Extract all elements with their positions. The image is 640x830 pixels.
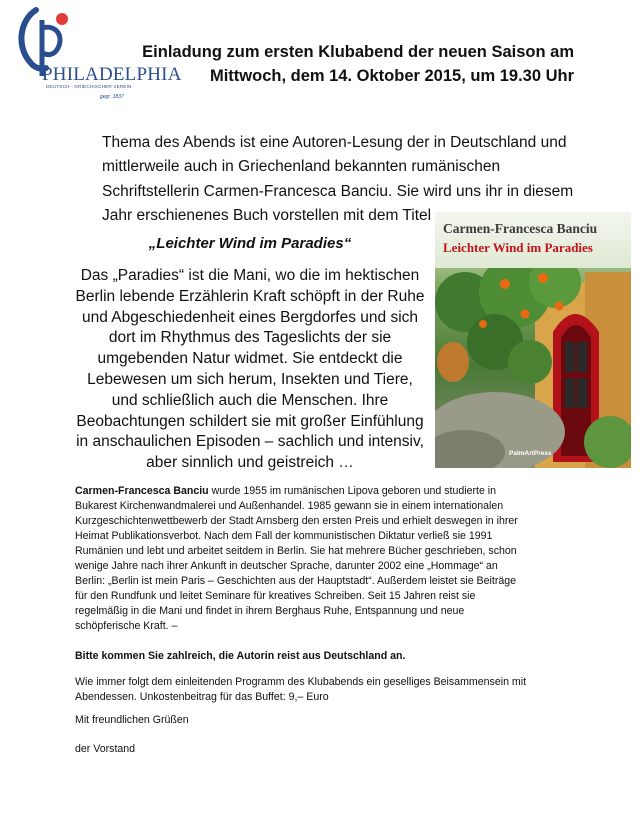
description-line: und Abgeschiedenheit eines Bergdorfes und sich <box>81 308 419 326</box>
description-line: und schließlich auch die Menschen. Ihre <box>111 391 389 409</box>
program-line: Abendessen. Unkostenbeitrag für das Buffet: 9,– Euro <box>75 690 329 703</box>
logo-brand: PHILADELPHIA <box>42 64 182 85</box>
logo-subtitle: DEUTSCH - GRIECHISCHER VEREIN <box>46 84 132 89</box>
bio-line: wenige Jahre nach ihrer Ankunft in deutscher Sprache, darunter 2002 eine „Hommage“ an <box>75 560 498 572</box>
bio-line: schöpferische Kraft. – <box>75 620 178 632</box>
signature: der Vorstand <box>75 743 136 755</box>
bio-line: regelmäßig in die Mani und findet in ihrem Berghaus Ruhe, Entspannung und neue <box>75 605 465 617</box>
bio-line: Bukarest Kirchenwandmalerei und Außenhandel. 1985 gewann sie in einem internationalen <box>75 500 504 512</box>
intro-line: Jahr erschienenes Buch vorstellen mit dem Titel <box>102 207 432 225</box>
appeal-text: Bitte kommen Sie zahlreich, die Autorin reist aus Deutschland an. <box>75 650 406 662</box>
bio-line: Rumänien und lebt und arbeitet seitdem in Berlin. Sie hat mehrere Bücher geschrieben, schon <box>75 545 517 557</box>
intro-line: mittlerweile auch in Griechenland bekannten rumänischen <box>102 158 501 176</box>
description-line: umgebenden Natur widmet. Sie entdeckt die <box>97 350 403 368</box>
invitation-header <box>128 40 574 88</box>
cover-author: Carmen-Francesca Banciu <box>443 221 598 236</box>
closing-greeting: Mit freundlichen Grüßen <box>75 714 189 726</box>
program-note <box>75 675 526 704</box>
description-line: Berlin lebende Erzählerin Kraft schöpft in der Ruhe <box>75 287 425 305</box>
bio-line: wurde 1955 im rumänischen Lipova geboren und studierte in <box>208 485 497 497</box>
program-line: Wie immer folgt dem einleitenden Programm des Klubabends ein geselliges Beisammensein mit <box>75 676 527 688</box>
bio-author-name: Carmen-Francesca Banciu <box>75 485 209 497</box>
bio-first-line <box>75 484 565 499</box>
book-cover-image <box>435 212 631 468</box>
header-line-1: Einladung zum ersten Klubabend der neuen Saison am <box>142 43 574 61</box>
description-line: Das „Paradies“ ist die Mani, wo die im hektischen <box>80 267 420 284</box>
cover-title: Leichter Wind im Paradies <box>443 240 593 255</box>
book-description <box>74 266 426 474</box>
description-line: Lebewesen um sich herum, Insekten und Tiere, <box>87 370 413 388</box>
description-line: in anschaulichen Episoden – sachlich und intensiv, <box>76 433 424 451</box>
header-line-2: Mittwoch, dem 14. Oktober 2015, um 19.30 Uhr <box>209 67 574 85</box>
intro-line: Schriftstellerin Carmen-Francesca Banciu. Sie wird uns ihr in diesem <box>102 182 574 200</box>
description-line: dort im Rhythmus des Tageslichts der sie <box>108 329 392 347</box>
bio-line: Berlin: „Berlin ist mein Paris – Geschichten aus der Hauptstadt“. Außerdem leistet sie Beiträge <box>75 575 517 587</box>
book-title: „Leichter Wind im Paradies“ <box>148 235 352 252</box>
bio-line: für den Rundfunk und leitet Seminare für kreatives Schreiben. Seit 15 Jahren reist sie <box>75 590 476 602</box>
club-logo <box>12 6 182 106</box>
logo-since: gegr. 1837 <box>100 94 124 100</box>
bio-line: Heimat Publikationsverbot. Nach dem Fall der kommunistischen Diktatur verließ sie 1991 <box>75 530 493 542</box>
author-bio <box>75 484 565 634</box>
logo-emblem-icon <box>12 6 122 106</box>
cover-publisher: PalmArtPress <box>509 450 552 457</box>
description-line: Beobachtungen schildert sie mit großer Einfühlung <box>76 412 424 430</box>
intro-line: Thema des Abends ist eine Autoren-Lesung der in Deutschland und <box>102 134 567 151</box>
description-line: aber sinnlich und geistreich … <box>146 454 354 472</box>
bio-line: Kurzgeschichtenwettbewerb der Stadt Arnsberg den ersten Preis und erhielt deswegen in ihrer <box>75 515 518 527</box>
